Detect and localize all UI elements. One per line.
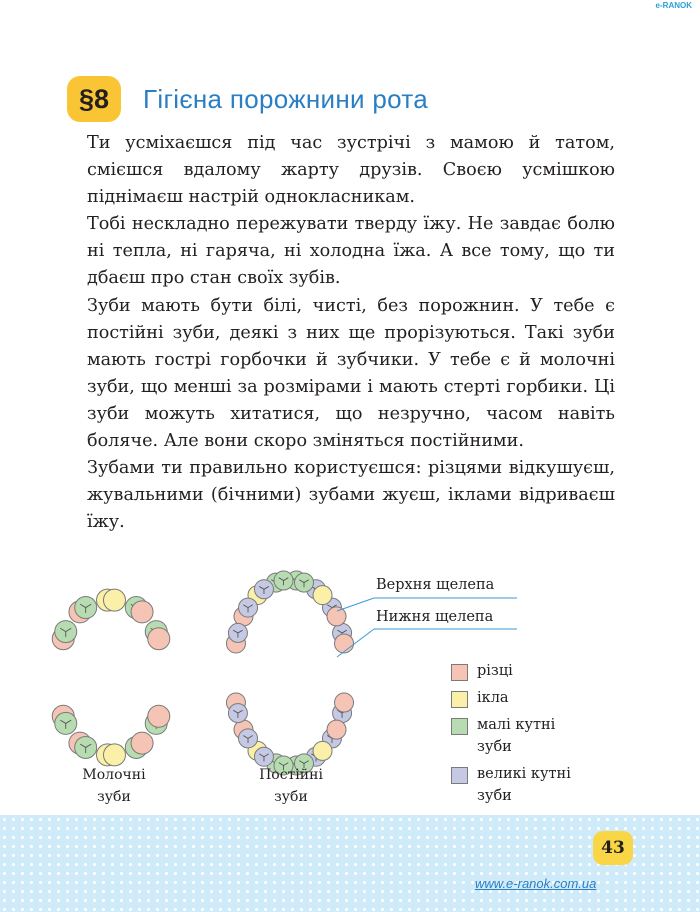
permanent-teeth-label: Постійні зуби (259, 767, 323, 805)
permanent-teeth-arch (226, 571, 353, 775)
tooth (313, 586, 332, 605)
tooth-legend (451, 660, 601, 812)
publisher-logo: e-RANOK (655, 1, 692, 10)
lower-jaw-label: Нижня щелепа (376, 609, 494, 625)
upper-jaw-pointer (337, 598, 374, 611)
tooth (131, 732, 153, 754)
section-number: §8 (78, 83, 110, 114)
tooth (131, 601, 153, 623)
legend-swatch-incisors (451, 664, 468, 681)
page-number: 43 (593, 831, 633, 865)
milk-teeth-label: Молочні зуби (82, 767, 146, 805)
tooth (313, 741, 332, 760)
publisher-link[interactable]: www.e-ranok.com.ua (475, 876, 597, 891)
legend-item: великі кутні зуби (451, 763, 601, 807)
legend-swatch-molars (451, 767, 468, 784)
paragraph: Зубами ти правильно користуєшся: різцями відкушуєш, жувальними (бічними) зубами жуєш, іклами відриваєш їжу. (87, 458, 615, 533)
paragraph: Тобі нескладно пережувати тверду їжу. Не завдає болю ні тепла, ні гаряча, ні холодна їжа. А все тому, що ти дбаєш про стан своїх зубів. (87, 214, 615, 289)
tooth (103, 744, 125, 766)
tooth (327, 607, 346, 626)
legend-item: малі кутні зуби (451, 714, 601, 758)
milk-teeth-arch (52, 589, 170, 766)
paragraph: Зуби мають бути білі, чисті, без порожнин. У тебе є постійні зуби, деякі з них ще прорізуються. Такі зуби мають гострі горбочки й зубчики. У тебе є й молочні зуби, що менші за розмірами і мають стерті горбики. Ці зуби можуть хитатися, що незручно, часом навіть боляче. Але вони скоро зміняться постійними. (87, 295, 615, 452)
legend-item: різці (451, 660, 601, 682)
upper-jaw-label: Верхня щелепа (376, 577, 495, 593)
tooth (148, 705, 170, 727)
tooth (327, 720, 346, 739)
legend-item: ікла (451, 687, 601, 709)
page-title: Гігієна порожнини рота (143, 84, 428, 114)
tooth (103, 589, 125, 611)
footer-band (0, 815, 700, 912)
tooth (148, 628, 170, 650)
legend-swatch-premolars (451, 718, 468, 735)
legend-swatch-canines (451, 691, 468, 708)
tooth (335, 634, 354, 653)
tooth (335, 693, 354, 712)
paragraph: Ти усміхаєшся під час зустрічі з мамою й татом, смієшся вдалому жарту друзів. Своєю усмішкою піднімаєш настрій однокласникам. (87, 133, 615, 208)
